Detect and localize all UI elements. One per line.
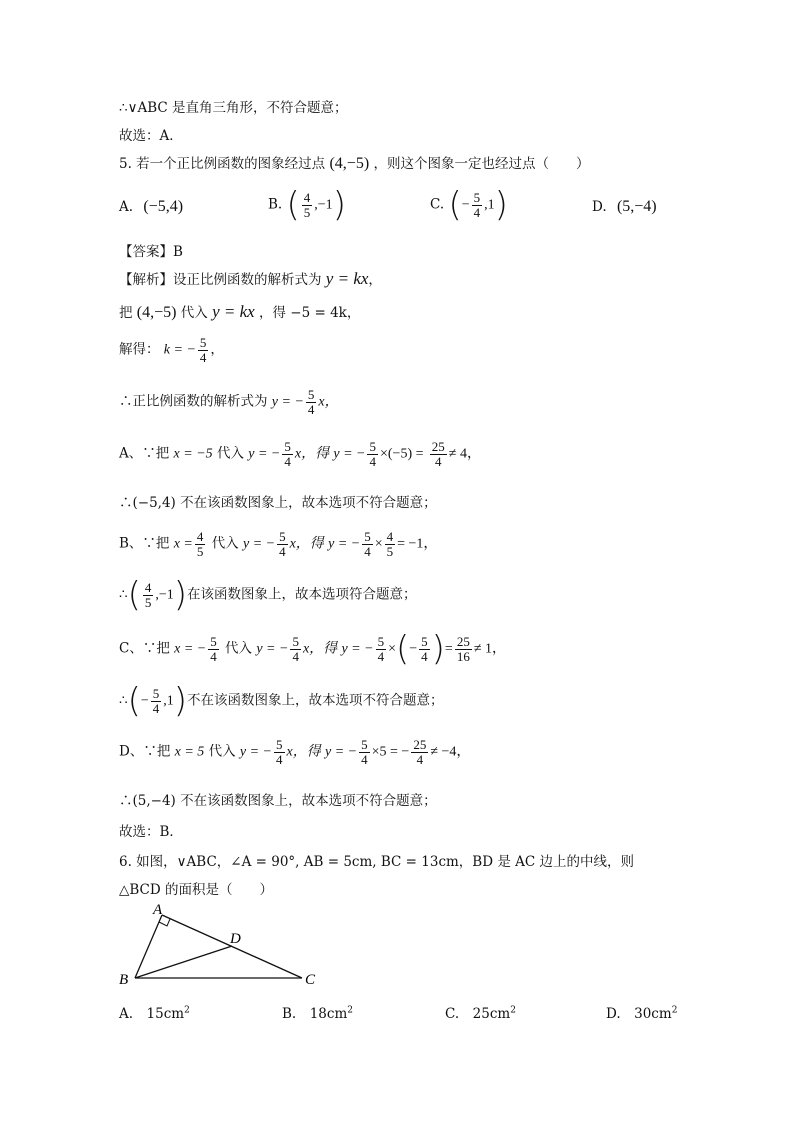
vertex-b: B [119,972,129,988]
question-6-stem-1: 6. 如图，∨ABC，∠A = 90°, AB = 5cm, BC = 13cm，BD 是 AC 边上的中线，则 [119,854,634,870]
q6-option-c[interactable]: C. $25cm^2$ [445,1005,516,1022]
vertex-c: C [305,972,316,988]
line-conclusion: ∴∨ABC 是直角三角形，不符合题意； [119,100,348,116]
vertex-d: D [230,931,241,947]
analysis-line-solve: 解得： k = − $\frac{5}{4}$ ， [119,335,224,365]
analysis-option-d: D、∵把 x = 5 代入 y = − $\frac{5}{4}$ x，得 y = − $\frac{5}{4}$ ×5 = − $\frac{25}{4}$ ≠ −4， [119,737,471,767]
question-5-stem [119,152,589,173]
analysis-line-function: ∴正比例函数的解析式为 y = − $\frac{5}{4}$ x， [119,387,339,417]
option-label: A. [119,199,134,215]
analysis-option-b: B、∵把 x = $\frac{4}{5}$ 代入 y = − $\frac{5}{4}$ x，得 y = − $\frac{5}{4}$ × $\frac{4}{5}$ = −1， [119,529,438,559]
median-bd [135,946,232,978]
option-value: (5,−4) [616,198,657,215]
answer-label: 【答案】B [119,244,183,260]
q6-option-d[interactable]: D. $30cm^2$ [606,1005,678,1022]
q5-option-b[interactable]: B. ( $\frac{4}{5}$ ,−1) [268,185,346,225]
q6-option-a[interactable]: A. $15cm^2$ [119,1005,190,1022]
q5-point: (4,−5) [329,155,370,172]
q5-stem-tail: ，则这个图象一定也经过点（ ） [373,156,590,172]
option-label: C. [430,196,445,213]
triangle-figure [115,900,325,992]
q6-option-b[interactable]: B. $18cm^2$ [282,1005,353,1022]
question-6-stem-2: △BCD 的面积是（ ） [119,882,273,898]
analysis-line-1: 【解析】设正比例函数的解析式为 y = kx， [119,269,382,288]
line-choice-a: 故选：A． [119,128,183,144]
option-label: D. [592,199,607,215]
q5-option-c[interactable]: C. (− $\frac{5}{4}$ ,1) [430,185,508,225]
analysis-option-c-result: ∴(− $\frac{5}{4}$ ,1)不在该函数图象上，故本选项不符合题意； [119,681,444,721]
option-value: (−5,4) [143,198,184,215]
option-label: B. [268,196,283,213]
edge-ab [135,915,162,978]
analysis-option-c: C、∵把 x = − $\frac{5}{4}$ 代入 y = − $\frac{5}{4}$ x，得 y = − $\frac{5}{4}$ ×(− $\frac{5}{4}$ )= $\frac{25}{16}$ ≠ 1， [119,629,507,669]
analysis-option-d-result: ∴(5,−4) 不在该函数图象上，故本选项不符合题意； [119,793,437,809]
q5-stem-text: 5. 若一个正比例函数的图象经过点 [119,156,326,172]
q5-option-d[interactable] [592,198,657,216]
analysis-option-b-result: ∴( $\frac{4}{5}$ ,−1)在该函数图象上，故本选项符合题意； [119,575,417,615]
analysis-line-2: 把 (4,−5) 代入 y = kx ，得 −5 = 4k， [119,302,361,321]
q5-option-a[interactable] [119,198,183,216]
final-choice: 故选：B． [119,824,183,840]
analysis-option-a: A、∵把 x = −5 代入 y = − $\frac{5}{4}$ x，得 y = − $\frac{5}{4}$ ×(−5) = $\frac{25}{4}$ ≠ 4， [119,439,481,469]
vertex-a: A [153,902,163,918]
analysis-option-a-result: ∴(−5,4) 不在该函数图象上，故本选项不符合题意； [119,495,437,511]
right-angle-mark [159,919,170,926]
